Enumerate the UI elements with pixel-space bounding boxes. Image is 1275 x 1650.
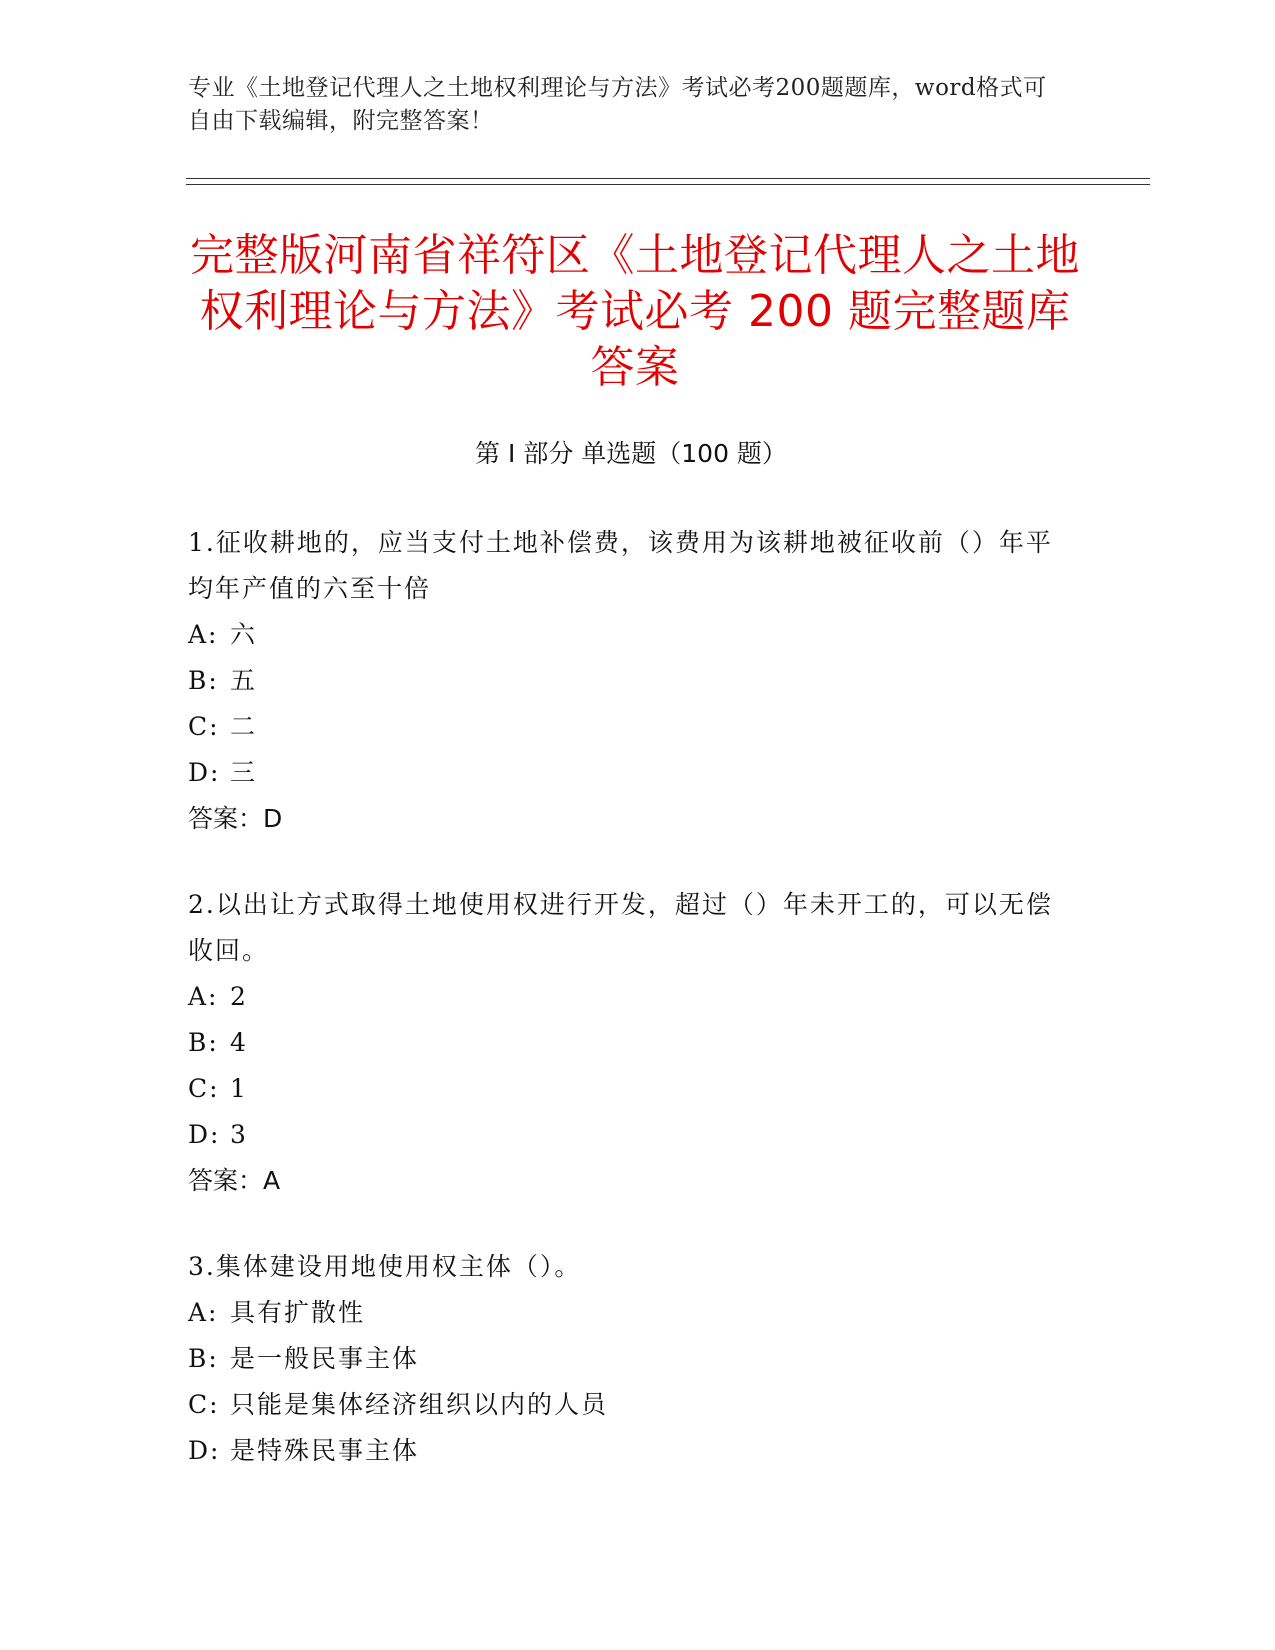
option-b <box>188 1336 1068 1382</box>
option-a <box>188 974 1068 1020</box>
option-key: A: <box>188 982 219 1011</box>
option-text: 六 <box>230 620 258 649</box>
option-text: 只能是集体经济组织以内的人员 <box>230 1390 609 1419</box>
option-key: C: <box>188 712 220 741</box>
option-b <box>188 658 1068 704</box>
option-c <box>188 1382 1068 1428</box>
question-2 <box>188 882 1068 1204</box>
option-text: 具有扩散性 <box>230 1298 366 1327</box>
header-note: 专业《土地登记代理人之土地权利理论与方法》考试必考200题题库，word格式可自由下载编辑，附完整答案！ <box>188 75 1047 134</box>
option-a <box>188 1290 1068 1336</box>
section-title: 第 I 部分 单选题（100 题） <box>475 439 787 468</box>
option-key: D: <box>188 1120 221 1149</box>
option-key: D: <box>188 1436 221 1465</box>
option-b <box>188 1020 1068 1066</box>
option-c <box>188 704 1068 750</box>
option-key: B: <box>188 1028 219 1057</box>
option-key: C: <box>188 1074 220 1103</box>
option-d <box>188 1112 1068 1158</box>
option-d <box>188 750 1068 796</box>
option-text: 二 <box>230 712 258 741</box>
option-text: 2 <box>230 982 248 1011</box>
option-text: 3 <box>230 1120 248 1149</box>
question-3 <box>188 1244 1068 1474</box>
question-stem: 2.以出让方式取得土地使用权进行开发，超过（）年未开工的，可以无偿收回。 <box>188 890 1053 965</box>
document-title: 完整版河南省祥符区《土地登记代理人之土地权利理论与方法》考试必考 200 题完整题库答案 <box>190 230 1080 393</box>
option-key: B: <box>188 666 219 695</box>
question-stem: 1.征收耕地的，应当支付土地补偿费，该费用为该耕地被征收前（）年平均年产值的六至十倍 <box>188 528 1053 603</box>
option-d <box>188 1428 1068 1474</box>
header-rule-top <box>186 178 1150 179</box>
header-rule-bottom <box>186 184 1150 185</box>
option-text: 是特殊民事主体 <box>230 1436 420 1465</box>
option-key: A: <box>188 1298 219 1327</box>
option-text: 三 <box>230 758 258 787</box>
question-1 <box>188 520 1068 842</box>
option-text: 4 <box>230 1028 248 1057</box>
option-text: 五 <box>230 666 258 695</box>
question-stem: 3.集体建设用地使用权主体（）。 <box>188 1252 582 1281</box>
option-a <box>188 612 1068 658</box>
option-text: 是一般民事主体 <box>230 1344 420 1373</box>
option-c <box>188 1066 1068 1112</box>
answer: 答案：A <box>188 1166 281 1195</box>
option-key: C: <box>188 1390 220 1419</box>
option-key: B: <box>188 1344 219 1373</box>
option-key: D: <box>188 758 221 787</box>
option-key: A: <box>188 620 219 649</box>
answer: 答案：D <box>188 804 283 833</box>
option-text: 1 <box>230 1074 248 1103</box>
